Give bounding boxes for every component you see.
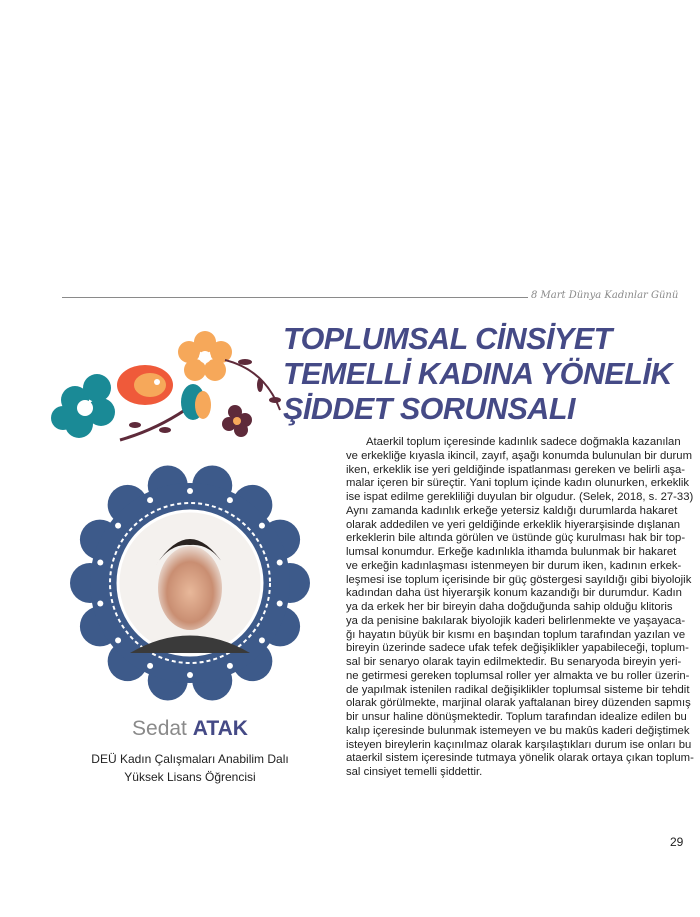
- affiliation-line: DEÜ Kadın Çalışmaları Anabilim Dalı: [91, 752, 289, 766]
- body-line: de yapılmak istenilen radikal değişiklikler toplumsal sisteme bir tehdit: [346, 683, 690, 696]
- plum-flower-icon: [222, 405, 252, 437]
- author-last-name: ATAK: [192, 717, 248, 740]
- body-line: ne getirmesi gereken toplumsal roller yer almakta ve bu roller üzerin-: [346, 669, 690, 682]
- body-line: ve erkeğin kadınlaşması istenmeyen bir durum iken, kadının erkek-: [346, 559, 682, 572]
- page-number: 29: [670, 835, 684, 849]
- title-line: TOPLUMSAL CİNSİYET: [283, 322, 612, 356]
- body-line: sal bir senaryo olarak tayin edilmektedir. Bu senaryoda bireyin yeri-: [346, 656, 682, 668]
- medallion-dot: [227, 663, 233, 669]
- body-line: isteyen bireylerin kaçınılmaz olarak karşılaştıkları durum ise onları bu: [346, 738, 692, 751]
- body-line: olarak görülmekte, marjinal olarak yaftalanan birey düzenden sapmış: [346, 697, 691, 710]
- body-line: bir unsur haline dönüşmektedir. Toplum tarafından idealize edilen bu: [346, 711, 687, 723]
- author-first-name: Sedat: [132, 717, 187, 740]
- body-line: bireyin üzerinde sadece ufak tefek değişiklikler yapabileceği, toplum-: [346, 642, 689, 655]
- body-line: ya da erkek her bir bireyin daha doğduğunda sahip olduğu klitoris: [346, 601, 673, 613]
- article-body: [346, 436, 694, 780]
- title-line: TEMELLİ KADINA YÖNELİK: [283, 357, 672, 391]
- medallion-dot: [115, 523, 121, 529]
- face: [158, 546, 222, 630]
- medallion-dot: [227, 497, 233, 503]
- medallion-dot: [147, 497, 153, 503]
- body-line: Aynı zamanda kadınlık erkeğe yetersiz kaldığı durumlarda hakaret: [346, 504, 678, 517]
- body-line: sal cinsiyet temelli şiddettir.: [346, 766, 483, 778]
- body-line: kalıp içeresinde bulunmak istemeyen ve bu makûs kaderi değiştimek: [346, 724, 690, 737]
- floral-decoration-icon: [45, 330, 285, 450]
- medallion-dot: [259, 523, 265, 529]
- medallion-dot: [187, 672, 193, 678]
- teal-flower-icon: [51, 374, 115, 438]
- author-name: [60, 717, 320, 741]
- title-line: ŞİDDET SORUNSALI: [283, 392, 575, 426]
- body-line: iken, erkeklik ise yeri geldiğinde ispatlanması gereken ve belirli aşa-: [346, 463, 686, 476]
- body-line: olarak addedilen ve yeri geldiğinde erkeklik hiyerarşisinde dışlanan: [346, 518, 681, 531]
- body-line: leşmesi ise toplum içerisinde bir güç göstergesi sayıldığı gibi biyolojik: [346, 573, 692, 586]
- section-title: 8 Mart Dünya Kadınlar Günü: [531, 290, 679, 301]
- teal-leaf-icon: [181, 384, 211, 420]
- author-affiliation: [60, 750, 320, 786]
- body-line: ğı hayatın büyük bir kısmı en başından toplum tarafından yazılan ve: [346, 628, 686, 641]
- body-line: kadından daha üst hiyerarşik konum kazandığı bir durumdur. Kadın: [346, 587, 682, 600]
- header-rule: [62, 297, 528, 298]
- medallion-dot: [97, 560, 103, 566]
- body-line: lumsal konumdur. Erkeğe kadınlıkla ithamda bulunmak bir hakaret: [346, 546, 677, 558]
- body-line: ve erkekliğe kıyasla ikincil, zayıf, aşağı konumda bulunulan bir durum: [346, 449, 692, 462]
- body-line: Ataerkil toplum içeresinde kadınlık sadece doğmakla kazanılan: [366, 436, 681, 448]
- medallion-dot: [277, 600, 283, 606]
- orange-flower-icon: [178, 331, 232, 381]
- medallion-dot: [115, 637, 121, 643]
- body-line: ya da penisine bakılarak biyolojik kaderi belirlenmekte ve yaşayaca-: [346, 614, 686, 627]
- author-medallion: [70, 463, 310, 703]
- medallion-dot: [259, 637, 265, 643]
- body-line: malar içeren bir süreçtir. Yani toplum içinde kadın olunurken, erkeklik: [346, 477, 690, 490]
- article-title: [283, 322, 672, 427]
- medallion-dot: [147, 663, 153, 669]
- medallion-dot: [97, 600, 103, 606]
- red-tulip-icon: [117, 365, 173, 405]
- medallion-dot: [277, 560, 283, 566]
- medallion-dot: [187, 488, 193, 494]
- body-line: erkeklerin bile altında görülen ve üstünde güç kurulması hak bir top-: [346, 532, 686, 545]
- body-line: ise ispat edilme gerekliliği duyulan bir olgudur. (Selek, 2018, s. 27-33): [346, 491, 694, 503]
- body-line: ataerkil sistem içeresinde tutmaya yönelik olarak ortaya çıkan toplum-: [346, 752, 694, 765]
- affiliation-line: Yüksek Lisans Öğrencisi: [124, 770, 256, 784]
